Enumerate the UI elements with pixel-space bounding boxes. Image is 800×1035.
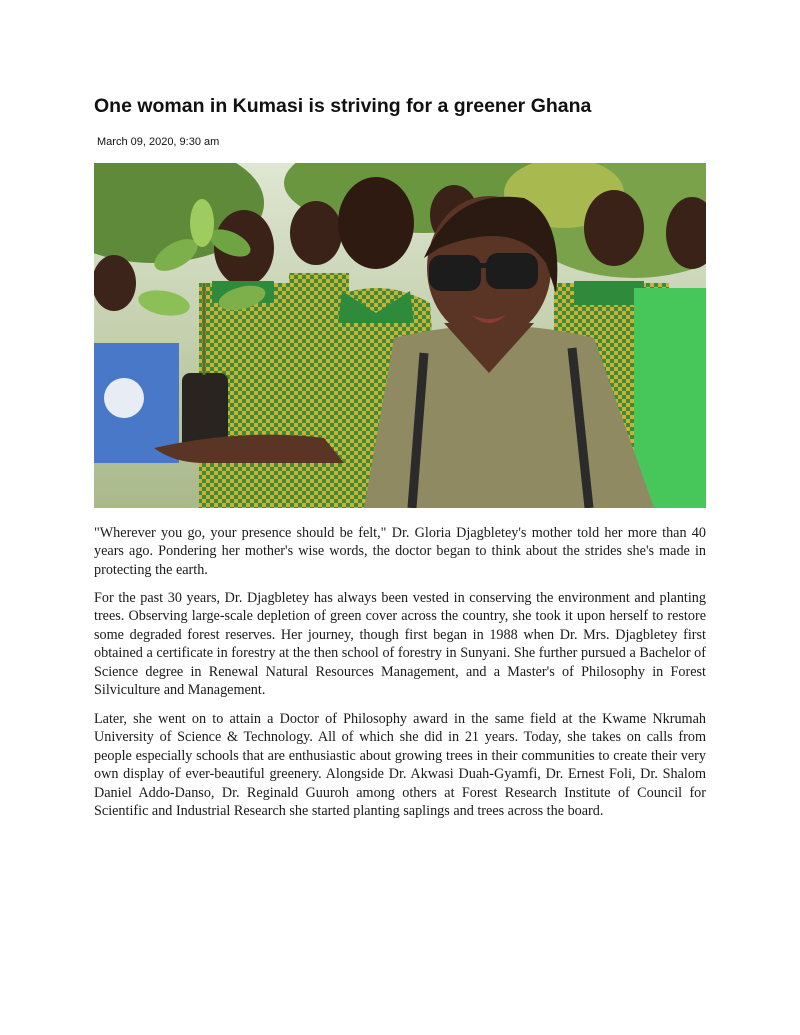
article-paragraph: "Wherever you go, your presence should be felt," Dr. Gloria Djagbletey's mother told her more than 40 years ago. Pondering her mother's wise words, the doctor began to think about the strides she's made in protecting the earth. xyxy=(94,525,706,578)
article-title: One woman in Kumasi is striving for a greener Ghana xyxy=(94,95,592,117)
article-photo xyxy=(94,163,706,508)
article-paragraph: Later, she went on to attain a Doctor of Philosophy award in the same field at the Kwame Nkrumah University of Science & Technology. All of which she did in 21 years. Today, she takes on calls from people especially schools that are enthusiastic about growing trees in their communities to create their very own display of ever-beautiful greenery. Alongside Dr. Akwasi Duah-Gyamfi, Dr. Ernest Foli, Dr. Shalom Daniel Addo-Danso, Dr. Reginald Guuroh among others at Forest Research Institute of Council for Scientific and Industrial Research she started planting saplings and trees across the board. xyxy=(94,711,706,820)
article-dateline: March 09, 2020, 9:30 am xyxy=(97,136,220,148)
article-paragraph: For the past 30 years, Dr. Djagbletey has always been vested in conserving the environment and planting trees. Observing large-scale depletion of green cover across the country, she took it upon herself to restore some degraded forest reserves. Her journey, though first began in 1988 when Dr. Mrs. Djagbletey first obtained a certificate in forestry at the then school of forestry in Sunyani. She further pursued a Bachelor of Science degree in Renewal Natural Resources Management, and a Master's of Philosophy in Forest Silviculture and Management. xyxy=(94,590,706,699)
